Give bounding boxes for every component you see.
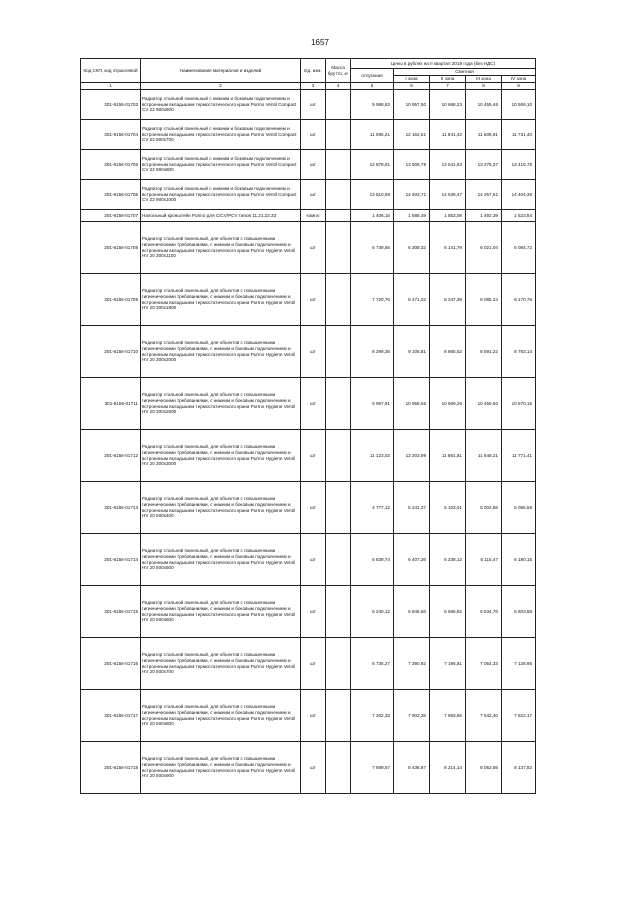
price-zone-3: 5 002,68 bbox=[466, 482, 502, 534]
header-name: Наименование материалов и изделий bbox=[141, 59, 301, 83]
price-zone-3: 7 542,40 bbox=[466, 690, 502, 742]
column-number-row bbox=[81, 83, 536, 90]
price-zone-4: 6 603,88 bbox=[502, 586, 536, 638]
table-row bbox=[81, 326, 536, 378]
item-unit: шт bbox=[301, 326, 326, 378]
item-code: 301-8156-01717 bbox=[81, 690, 141, 742]
price-zone-2: 8 865,52 bbox=[430, 326, 466, 378]
table-row bbox=[81, 222, 536, 274]
price-release: 6 240,12 bbox=[351, 586, 394, 638]
price-release: 7 202,33 bbox=[351, 690, 394, 742]
item-code: 301-8156-01703 bbox=[81, 90, 141, 120]
item-name: Радиатор стальной панельный, для объектов с повышенными гигиеническими требованиями, с нижним и боковым подключением и встроенным вкладышем термостатического крана Purmo Hygiene Ventil HV 20 500x700 bbox=[141, 638, 301, 690]
table-row bbox=[81, 90, 536, 120]
item-name: Радиатор стальной панельный с нижним и боковым подключением и встроенным вкладышем термостатического крана Purmo Ventil Compact CV 22 900x800 bbox=[141, 150, 301, 180]
item-mass bbox=[326, 482, 351, 534]
header-estimate: Сметная bbox=[394, 69, 536, 76]
column-number: 2 bbox=[141, 83, 301, 90]
price-zone-1: 10 957,50 bbox=[394, 90, 430, 120]
price-zone-3: 6 021,04 bbox=[466, 222, 502, 274]
price-zone-4: 13 415,78 bbox=[502, 150, 536, 180]
item-unit: компл bbox=[301, 210, 326, 222]
header-zone-1: I зона bbox=[394, 76, 430, 83]
item-unit: шт bbox=[301, 180, 326, 210]
item-code: 301-8156-01708 bbox=[81, 222, 141, 274]
item-mass bbox=[326, 90, 351, 120]
column-number: 3 bbox=[301, 83, 326, 90]
price-zone-1: 8 471,02 bbox=[394, 274, 430, 326]
item-unit: шт bbox=[301, 742, 326, 794]
table-row bbox=[81, 120, 536, 150]
table-row bbox=[81, 274, 536, 326]
price-release: 8 299,35 bbox=[351, 326, 394, 378]
price-zone-2: 8 214,14 bbox=[430, 742, 466, 794]
table-row bbox=[81, 534, 536, 586]
price-zone-2: 10 668,23 bbox=[430, 90, 466, 120]
price-zone-2: 1 553,08 bbox=[430, 210, 466, 222]
item-unit: шт bbox=[301, 274, 326, 326]
item-code: 301-8156-01705 bbox=[81, 150, 141, 180]
price-zone-2: 5 103,01 bbox=[430, 482, 466, 534]
item-code: 301-8156-01706 bbox=[81, 180, 141, 210]
price-zone-2: 14 539,47 bbox=[430, 180, 466, 210]
price-release: 6 736,27 bbox=[351, 638, 394, 690]
price-zone-1: 14 933,71 bbox=[394, 180, 430, 210]
table-row bbox=[81, 180, 536, 210]
table-row bbox=[81, 638, 536, 690]
item-mass bbox=[326, 120, 351, 150]
price-table bbox=[80, 58, 536, 794]
price-release: 5 839,74 bbox=[351, 534, 394, 586]
price-zone-3: 8 085,24 bbox=[466, 274, 502, 326]
price-zone-4: 11 771,41 bbox=[502, 430, 536, 482]
price-release: 13 610,98 bbox=[351, 180, 394, 210]
price-zone-2: 6 141,79 bbox=[430, 222, 466, 274]
price-zone-3: 8 052,65 bbox=[466, 742, 502, 794]
price-zone-4: 1 523,84 bbox=[502, 210, 536, 222]
item-unit: шт bbox=[301, 690, 326, 742]
item-mass bbox=[326, 222, 351, 274]
item-mass bbox=[326, 274, 351, 326]
table-row bbox=[81, 210, 536, 222]
price-release: 4 777,12 bbox=[351, 482, 394, 534]
item-mass bbox=[326, 742, 351, 794]
price-zone-4: 10 569,10 bbox=[502, 90, 536, 120]
price-zone-3: 6 115,47 bbox=[466, 534, 502, 586]
item-code: 301-8156-01711 bbox=[81, 378, 141, 430]
item-unit: шт bbox=[301, 222, 326, 274]
item-mass bbox=[326, 534, 351, 586]
page-number: 1657 bbox=[311, 38, 329, 47]
item-unit: шт bbox=[301, 150, 326, 180]
price-zone-4: 7 622,17 bbox=[502, 690, 536, 742]
price-release: 5 749,56 bbox=[351, 222, 394, 274]
price-zone-1: 7 902,28 bbox=[394, 690, 430, 742]
item-code: 301-8156-01712 bbox=[81, 430, 141, 482]
item-mass bbox=[326, 180, 351, 210]
price-release: 9 987,91 bbox=[351, 378, 394, 430]
column-number: 7 bbox=[430, 83, 466, 90]
item-mass bbox=[326, 690, 351, 742]
price-zone-4: 11 731,40 bbox=[502, 120, 536, 150]
price-zone-1: 6 308,32 bbox=[394, 222, 430, 274]
price-zone-3: 11 648,21 bbox=[466, 430, 502, 482]
item-name: Радиатор стальной панельный с нижним и боковым подключением и встроенным вкладышем термостатического крана Purmo Ventil Compact CV 22 900x1000 bbox=[141, 180, 301, 210]
price-zone-4: 7 128,95 bbox=[502, 638, 536, 690]
item-name: Радиатор стальной панельный, для объектов с повышенными гигиеническими требованиями, с нижним и боковым подключением и встроенным вкладышем термостатического крана Purmo Hygiene Ventil HV 20 500x400 bbox=[141, 482, 301, 534]
table-row bbox=[81, 586, 536, 638]
column-number: 4 bbox=[326, 83, 351, 90]
price-release: 7 689,57 bbox=[351, 742, 394, 794]
price-zone-3: 10 455,46 bbox=[466, 90, 502, 120]
header-zone-4: IV зона bbox=[502, 76, 536, 83]
item-name: Напольный кронштейн Purmo для C/CV/PCV типов 11,21,22,33 bbox=[141, 210, 301, 222]
item-unit: шт bbox=[301, 378, 326, 430]
header-zone-2: II зона bbox=[430, 76, 466, 83]
column-number: 9 bbox=[502, 83, 536, 90]
header-prices-title: Цены в рублях на II квартал 2019 года (без НДС) bbox=[351, 59, 536, 69]
table-row bbox=[81, 482, 536, 534]
price-release: 1 406,15 bbox=[351, 210, 394, 222]
price-zone-1: 1 588,49 bbox=[394, 210, 430, 222]
price-zone-4: 8 783,14 bbox=[502, 326, 536, 378]
column-number: 6 bbox=[394, 83, 430, 90]
price-zone-1: 5 241,37 bbox=[394, 482, 430, 534]
price-zone-1: 10 958,56 bbox=[394, 378, 430, 430]
item-code: 301-8156-01710 bbox=[81, 326, 141, 378]
price-zone-3: 8 691,22 bbox=[466, 326, 502, 378]
item-name: Радиатор стальной панельный, для объектов с повышенными гигиеническими требованиями, с нижним и боковым подключением и встроенным вкладышем термостатического крана Purmo Hygiene Ventil HV 20 300x1800 bbox=[141, 274, 301, 326]
item-code: 301-8156-01716 bbox=[81, 638, 141, 690]
price-zone-1: 8 436,87 bbox=[394, 742, 430, 794]
header-zone-3: III зона bbox=[466, 76, 502, 83]
price-zone-2: 11 841,42 bbox=[430, 120, 466, 150]
price-zone-1: 6 846,56 bbox=[394, 586, 430, 638]
price-zone-3: 6 534,76 bbox=[466, 586, 502, 638]
item-name: Радиатор стальной панельный, для объектов с повышенными гигиеническими требованиями, с нижним и боковым подключением и встроенным вкладышем термостатического крана Purmo Hygiene Ventil HV 20 300x2000 bbox=[141, 326, 301, 378]
item-name: Радиатор стальной панельный с нижним и боковым подключением и встроенным вкладышем термостатического крана Purmo Ventil Compact CV 22 900x700 bbox=[141, 120, 301, 150]
item-mass bbox=[326, 326, 351, 378]
price-zone-2: 6 238,12 bbox=[430, 534, 466, 586]
price-zone-1: 13 908,79 bbox=[394, 150, 430, 180]
price-zone-3: 1 492,39 bbox=[466, 210, 502, 222]
item-mass bbox=[326, 378, 351, 430]
item-name: Радиатор стальной панельный, для объектов с повышенными гигиеническими требованиями, с нижним и боковым подключением и встроенным вкладышем термостатического крана Purmo Hygiene Ventil HV 20 500x900 bbox=[141, 742, 301, 794]
item-mass bbox=[326, 586, 351, 638]
item-mass bbox=[326, 638, 351, 690]
price-release: 12 878,61 bbox=[351, 150, 394, 180]
price-zone-4: 5 055,59 bbox=[502, 482, 536, 534]
item-code: 301-8156-01714 bbox=[81, 534, 141, 586]
price-release: 11 085,21 bbox=[351, 120, 394, 150]
price-zone-4: 10 570,15 bbox=[502, 378, 536, 430]
item-code: 301-8156-01713 bbox=[81, 482, 141, 534]
price-release: 9 988,63 bbox=[351, 90, 394, 120]
item-name: Радиатор стальной панельный, для объектов с повышенными гигиеническими требованиями, с нижним и боковым подключением и встроенным вкладышем термостатического крана Purmo Hygiene Ventil HV 20 300x2600 bbox=[141, 378, 301, 430]
header-release: отпускная bbox=[351, 69, 394, 83]
table-row bbox=[81, 690, 536, 742]
price-zone-1: 12 162,51 bbox=[394, 120, 430, 150]
item-unit: шт bbox=[301, 482, 326, 534]
price-zone-3: 10 459,50 bbox=[466, 378, 502, 430]
item-code: 301-8156-01709 bbox=[81, 274, 141, 326]
price-zone-4: 8 170,76 bbox=[502, 274, 536, 326]
item-code: 301-8156-01715 bbox=[81, 586, 141, 638]
price-zone-3: 7 054,33 bbox=[466, 638, 502, 690]
item-unit: шт bbox=[301, 586, 326, 638]
header-unit: Ед. изм. bbox=[301, 59, 326, 83]
column-number: 5 bbox=[351, 83, 394, 90]
item-name: Радиатор стальной панельный, для объектов с повышенными гигиеническими требованиями, с нижним и боковым подключением и встроенным вкладышем термостатического крана Purmo Hygiene Ventil HV 20 500x600 bbox=[141, 586, 301, 638]
column-number: 8 bbox=[466, 83, 502, 90]
table-row bbox=[81, 150, 536, 180]
item-unit: шт bbox=[301, 638, 326, 690]
table-row bbox=[81, 430, 536, 482]
item-code: 301-8156-01718 bbox=[81, 742, 141, 794]
item-code: 301-8156-01704 bbox=[81, 120, 141, 150]
table-row bbox=[81, 742, 536, 794]
item-name: Радиатор стальной панельный, для объектов с повышенными гигиеническими требованиями, с нижним и боковым подключением и встроенным вкладышем термостатического крана Purmo Hygiene Ventil HV 20 500x800 bbox=[141, 690, 301, 742]
item-name: Радиатор стальной панельный с нижним и боковым подключением и встроенным вкладышем термостатического крана Purmo Ventil Compact CV 22 900x600 bbox=[141, 90, 301, 120]
price-zone-4: 14 404,36 bbox=[502, 180, 536, 210]
item-code: 301-8156-01707 bbox=[81, 210, 141, 222]
item-unit: шт bbox=[301, 430, 326, 482]
price-zone-2: 10 669,26 bbox=[430, 378, 466, 430]
item-unit: шт bbox=[301, 534, 326, 586]
price-zone-1: 12 203,99 bbox=[394, 430, 430, 482]
price-zone-2: 8 247,39 bbox=[430, 274, 466, 326]
table-row bbox=[81, 378, 536, 430]
price-release: 11 123,02 bbox=[351, 430, 394, 482]
price-zone-2: 13 541,63 bbox=[430, 150, 466, 180]
item-mass bbox=[326, 430, 351, 482]
price-zone-3: 13 275,37 bbox=[466, 150, 502, 180]
column-number: 1 bbox=[81, 83, 141, 90]
price-zone-1: 7 390,92 bbox=[394, 638, 430, 690]
item-unit: шт bbox=[301, 120, 326, 150]
item-name: Радиатор стальной панельный, для объектов с повышенными гигиеническими требованиями, с нижним и боковым подключением и встроенным вкладышем термостатического крана Purmo Hygiene Ventil HV 20 300x1100 bbox=[141, 222, 301, 274]
price-zone-3: 11 608,61 bbox=[466, 120, 502, 150]
price-zone-1: 6 407,26 bbox=[394, 534, 430, 586]
item-name: Радиатор стальной панельный, для объектов с повышенными гигиеническими требованиями, с нижним и боковым подключением и встроенным вкладышем термостатического крана Purmo Hygiene Ventil HV 20 300x3000 bbox=[141, 430, 301, 482]
item-unit: шт bbox=[301, 90, 326, 120]
price-zone-2: 6 665,82 bbox=[430, 586, 466, 638]
price-zone-1: 9 105,81 bbox=[394, 326, 430, 378]
price-zone-4: 6 180,15 bbox=[502, 534, 536, 586]
price-zone-2: 7 195,81 bbox=[430, 638, 466, 690]
header-code: Код СКП, код отраслевой bbox=[81, 59, 141, 83]
header-mass: Масса брутто, кг bbox=[326, 59, 351, 83]
price-zone-2: 11 881,81 bbox=[430, 430, 466, 482]
price-zone-4: 6 084,72 bbox=[502, 222, 536, 274]
price-zone-4: 8 137,82 bbox=[502, 742, 536, 794]
price-release: 7 720,76 bbox=[351, 274, 394, 326]
price-zone-3: 14 257,61 bbox=[466, 180, 502, 210]
item-mass bbox=[326, 150, 351, 180]
price-zone-2: 7 693,66 bbox=[430, 690, 466, 742]
item-name: Радиатор стальной панельный, для объектов с повышенными гигиеническими требованиями, с нижним и боковым подключением и встроенным вкладышем термостатического крана Purmo Hygiene Ventil HV 20 500x500 bbox=[141, 534, 301, 586]
item-mass bbox=[326, 210, 351, 222]
